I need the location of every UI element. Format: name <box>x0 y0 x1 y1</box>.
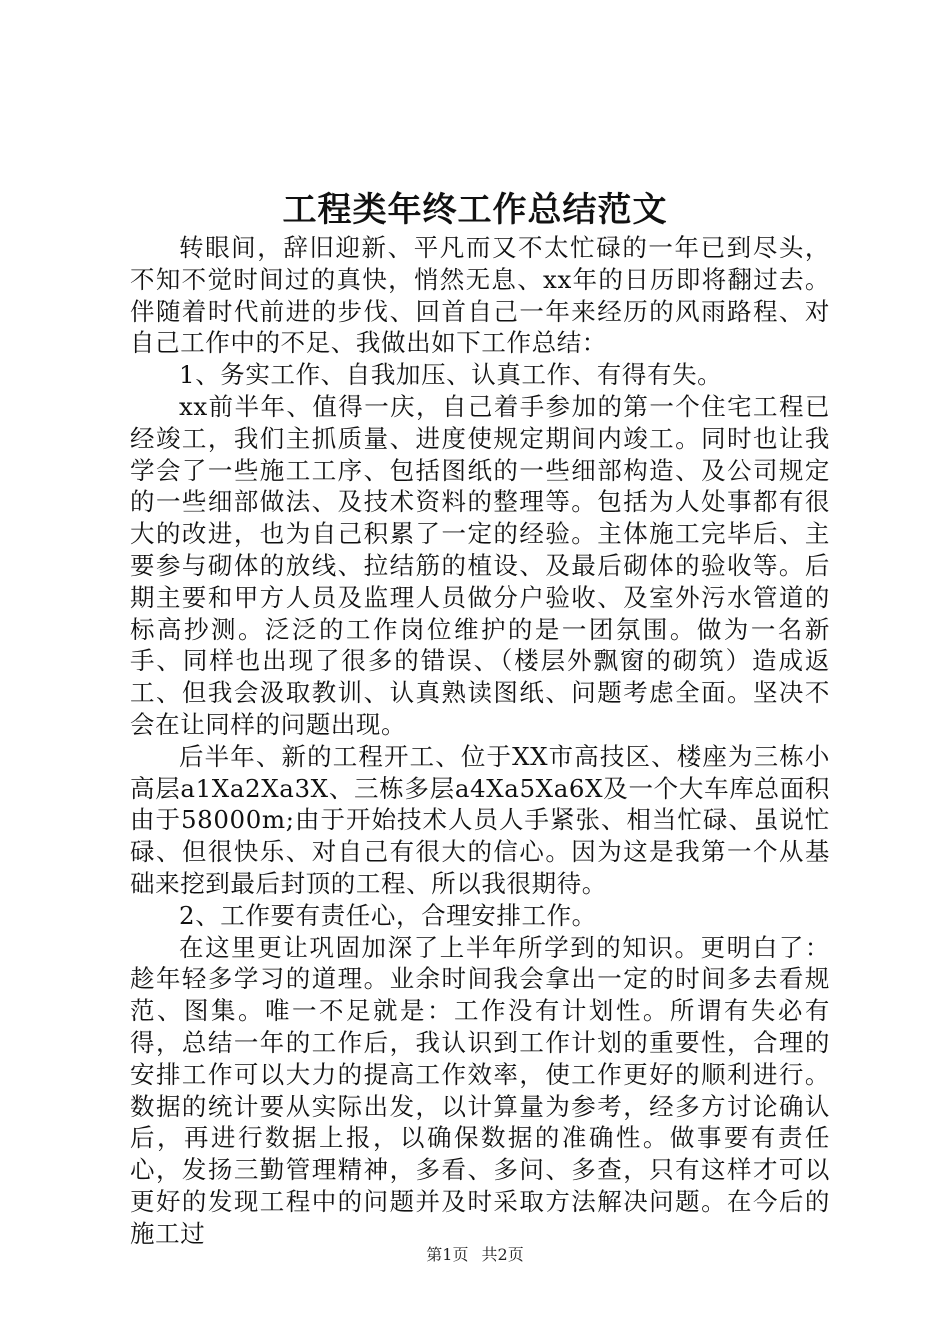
paragraph-first-half: xx前半年、值得一庆，自己着手参加的第一个住宅工程已经竣工，我们主抓质量、进度使规定期间内竣工。同时也让我学会了一些施工工序、包括图纸的一些细部构造、及公司规定的一些细部做法、及技术资料的整理等。包括为人处事都有很大的改进，也为自己积累了一定的经验。主体施工完毕后、主要参与砌体的放线、拉结筋的植设、及最后砌体的验收等。后期主要和甲方人员及监理人员做分户验收、及室外污水管道的标高抄测。泛泛的工作岗位维护的是一团氛围。做为一名新手、同样也出现了很多的错误、（楼层外飘窗的砌筑）造成返工、但我会汲取教训、认真熟读图纸、问题考虑全面。坚决不会在让同样的问题出现。 <box>130 391 830 739</box>
page-number: 第1页 <box>426 1245 469 1264</box>
paragraph-responsibility: 在这里更让巩固加深了上半年所学到的知识。更明白了：趁年轻多学习的道理。业余时间我会拿出一定的时间多去看规范、图集。唯一不足就是：工作没有计划性。所谓有失必有得，总结一年的工作后，我认识到工作计划的重要性，合理的安排工作可以大力的提高工作效率，使工作更好的顺利进行。数据的统计要从实际出发，以计算量为参考，经多方讨论确认后，再进行数据上报，以确保数据的准确性。做事要有责任心，发扬三勤管理精神，多看、多问、多查，只有这样才可以更好的发现工程中的问题并及时采取方法解决问题。在今后的施工过 <box>130 932 830 1248</box>
paragraph-heading-2: 2、工作要有责任心，合理安排工作。 <box>179 900 597 930</box>
page-footer <box>0 1244 950 1266</box>
document-body <box>130 232 830 1250</box>
paragraph-second-half: 后半年、新的工程开工、位于XX市高技区、楼座为三栋小高层a1Xa2Xa3X、三栋多层a4Xa5Xa6X及一个大车库总面积由于58000m;由于开始技术人员人手紧张、相当忙碌、虽说忙碌、但很快乐、对自己有很大的信心。因为这是我第一个从基础来挖到最后封顶的工程、所以我很期待。 <box>130 741 830 898</box>
page-total: 共2页 <box>481 1245 524 1264</box>
paragraph-heading-1: 1、务实工作、自我加压、认真工作、有得有失。 <box>179 360 723 390</box>
document-title: 工程类年终工作总结范文 <box>282 190 668 230</box>
paragraph-intro: 转眼间，辞旧迎新、平凡而又不太忙碌的一年已到尽头，不知不觉时间过的真快，悄然无息、xx年的日历即将翻过去。伴随着时代前进的步伐、回首自己一年来经历的风雨路程、对自己工作中的不足、我做出如下工作总结： <box>130 233 830 358</box>
